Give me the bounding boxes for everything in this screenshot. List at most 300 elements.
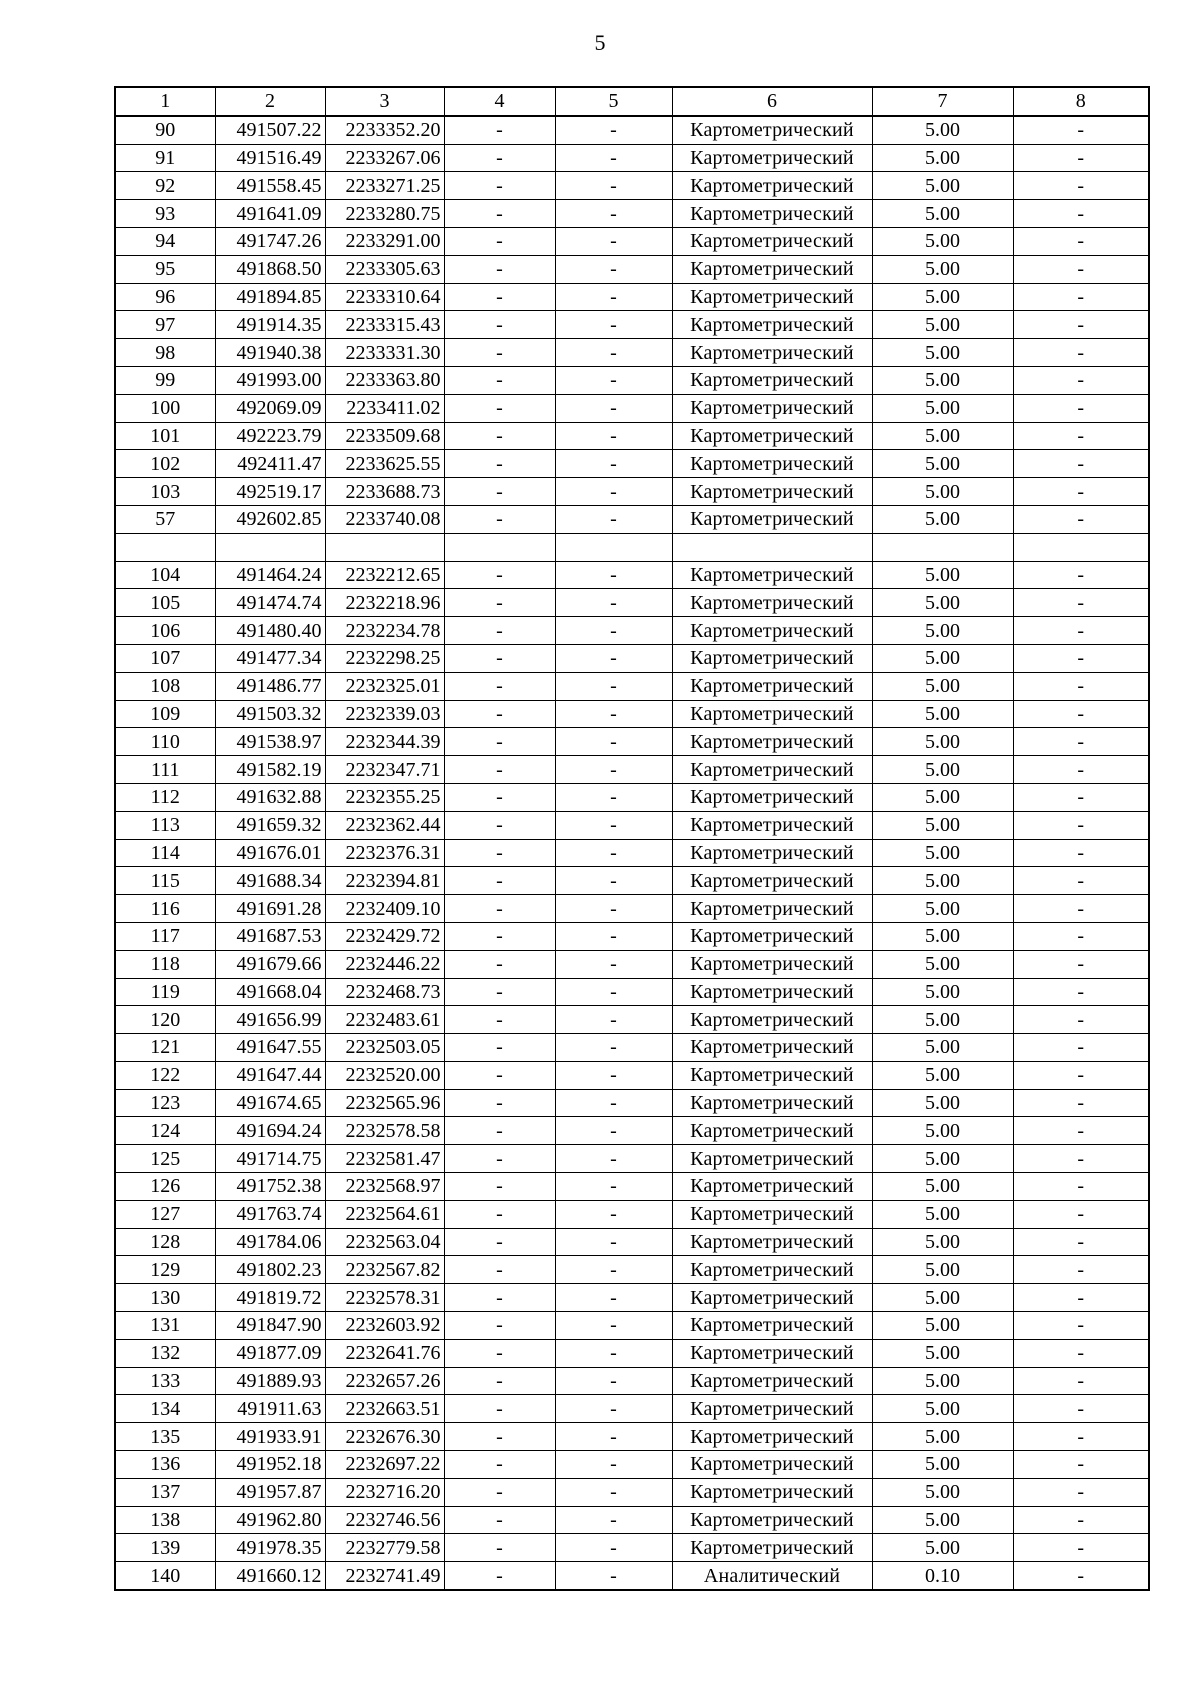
point-number-cell: 114 bbox=[115, 839, 215, 867]
col8-cell: - bbox=[1013, 1451, 1149, 1479]
method-cell: Картометрический bbox=[672, 422, 872, 450]
col4-cell: - bbox=[444, 1451, 555, 1479]
y-coordinate-cell: 2232355.25 bbox=[325, 783, 444, 811]
col4-cell: - bbox=[444, 200, 555, 228]
col4-cell: - bbox=[444, 311, 555, 339]
x-coordinate-cell: 491978.35 bbox=[215, 1534, 325, 1562]
table-row bbox=[115, 172, 1149, 200]
col4-cell: - bbox=[444, 1534, 555, 1562]
table-row bbox=[115, 505, 1149, 533]
point-number-cell: 131 bbox=[115, 1312, 215, 1340]
method-cell: Картометрический bbox=[672, 505, 872, 533]
table-row bbox=[115, 144, 1149, 172]
y-coordinate-cell: 2232676.30 bbox=[325, 1423, 444, 1451]
col5-cell: - bbox=[555, 422, 672, 450]
y-coordinate-cell: 2233267.06 bbox=[325, 144, 444, 172]
col4-cell: - bbox=[444, 839, 555, 867]
y-coordinate-cell: 2233280.75 bbox=[325, 200, 444, 228]
col5-cell: - bbox=[555, 1395, 672, 1423]
method-cell: Картометрический bbox=[672, 1478, 872, 1506]
col8-cell: - bbox=[1013, 1367, 1149, 1395]
col5-cell: - bbox=[555, 617, 672, 645]
col8-cell: - bbox=[1013, 200, 1149, 228]
x-coordinate-cell: 491894.85 bbox=[215, 283, 325, 311]
col4-cell: - bbox=[444, 116, 555, 144]
col5-cell: - bbox=[555, 839, 672, 867]
x-coordinate-cell: 491660.12 bbox=[215, 1562, 325, 1590]
col8-cell: - bbox=[1013, 1145, 1149, 1173]
accuracy-cell: 5.00 bbox=[872, 1367, 1013, 1395]
accuracy-cell: 5.00 bbox=[872, 1506, 1013, 1534]
col4-cell: - bbox=[444, 589, 555, 617]
point-number-cell: 106 bbox=[115, 617, 215, 645]
accuracy-cell: 0.10 bbox=[872, 1562, 1013, 1590]
y-coordinate-cell: 2232779.58 bbox=[325, 1534, 444, 1562]
col5-cell: - bbox=[555, 811, 672, 839]
col5-cell: - bbox=[555, 394, 672, 422]
col5-cell: - bbox=[555, 1228, 672, 1256]
x-coordinate-cell: 491877.09 bbox=[215, 1339, 325, 1367]
method-cell: Картометрический bbox=[672, 589, 872, 617]
col5-cell: - bbox=[555, 227, 672, 255]
table-row bbox=[115, 1200, 1149, 1228]
col8-cell: - bbox=[1013, 450, 1149, 478]
col5-cell: - bbox=[555, 1256, 672, 1284]
method-cell: Картометрический bbox=[672, 394, 872, 422]
table-body bbox=[115, 116, 1149, 1590]
point-number-cell: 133 bbox=[115, 1367, 215, 1395]
table-row bbox=[115, 811, 1149, 839]
accuracy-cell: 5.00 bbox=[872, 116, 1013, 144]
point-number-cell: 116 bbox=[115, 895, 215, 923]
x-coordinate-cell: 491993.00 bbox=[215, 366, 325, 394]
col8-cell bbox=[1013, 533, 1149, 561]
y-coordinate-cell: 2232578.58 bbox=[325, 1117, 444, 1145]
col8-cell: - bbox=[1013, 366, 1149, 394]
method-cell: Картометрический bbox=[672, 1200, 872, 1228]
point-number-cell: 90 bbox=[115, 116, 215, 144]
method-cell: Картометрический bbox=[672, 283, 872, 311]
x-coordinate-cell: 491747.26 bbox=[215, 227, 325, 255]
point-number-cell: 115 bbox=[115, 867, 215, 895]
y-coordinate-cell: 2232581.47 bbox=[325, 1145, 444, 1173]
column-header: 4 bbox=[444, 87, 555, 116]
accuracy-cell: 5.00 bbox=[872, 1089, 1013, 1117]
x-coordinate-cell: 491474.74 bbox=[215, 589, 325, 617]
accuracy-cell: 5.00 bbox=[872, 172, 1013, 200]
table-row bbox=[115, 200, 1149, 228]
point-number-cell: 57 bbox=[115, 505, 215, 533]
col4-cell: - bbox=[444, 922, 555, 950]
table-row bbox=[115, 533, 1149, 561]
col5-cell: - bbox=[555, 505, 672, 533]
x-coordinate-cell: 491656.99 bbox=[215, 1006, 325, 1034]
accuracy-cell: 5.00 bbox=[872, 478, 1013, 506]
x-coordinate-cell: 491940.38 bbox=[215, 339, 325, 367]
table-row bbox=[115, 255, 1149, 283]
accuracy-cell: 5.00 bbox=[872, 1006, 1013, 1034]
y-coordinate-cell: 2232603.92 bbox=[325, 1312, 444, 1340]
col5-cell: - bbox=[555, 1034, 672, 1062]
x-coordinate-cell bbox=[215, 533, 325, 561]
point-number-cell: 138 bbox=[115, 1506, 215, 1534]
x-coordinate-cell: 491889.93 bbox=[215, 1367, 325, 1395]
x-coordinate-cell: 491714.75 bbox=[215, 1145, 325, 1173]
x-coordinate-cell: 491688.34 bbox=[215, 867, 325, 895]
col4-cell: - bbox=[444, 561, 555, 589]
accuracy-cell: 5.00 bbox=[872, 1395, 1013, 1423]
col8-cell: - bbox=[1013, 1395, 1149, 1423]
column-header: 3 bbox=[325, 87, 444, 116]
table-row bbox=[115, 1562, 1149, 1590]
y-coordinate-cell: 2233352.20 bbox=[325, 116, 444, 144]
table-row bbox=[115, 422, 1149, 450]
accuracy-cell: 5.00 bbox=[872, 1034, 1013, 1062]
y-coordinate-cell: 2232234.78 bbox=[325, 617, 444, 645]
method-cell: Картометрический bbox=[672, 895, 872, 923]
col4-cell: - bbox=[444, 394, 555, 422]
x-coordinate-cell: 492411.47 bbox=[215, 450, 325, 478]
y-coordinate-cell: 2232741.49 bbox=[325, 1562, 444, 1590]
accuracy-cell: 5.00 bbox=[872, 394, 1013, 422]
method-cell: Картометрический bbox=[672, 366, 872, 394]
method-cell: Картометрический bbox=[672, 227, 872, 255]
method-cell: Картометрический bbox=[672, 478, 872, 506]
col8-cell: - bbox=[1013, 839, 1149, 867]
point-number-cell: 94 bbox=[115, 227, 215, 255]
col5-cell: - bbox=[555, 700, 672, 728]
col4-cell: - bbox=[444, 1395, 555, 1423]
accuracy-cell: 5.00 bbox=[872, 1173, 1013, 1201]
col8-cell: - bbox=[1013, 255, 1149, 283]
point-number-cell: 107 bbox=[115, 644, 215, 672]
table-row bbox=[115, 227, 1149, 255]
accuracy-cell: 5.00 bbox=[872, 672, 1013, 700]
method-cell: Картометрический bbox=[672, 1395, 872, 1423]
col5-cell: - bbox=[555, 1061, 672, 1089]
point-number-cell: 111 bbox=[115, 756, 215, 784]
col5-cell: - bbox=[555, 366, 672, 394]
y-coordinate-cell: 2232578.31 bbox=[325, 1284, 444, 1312]
y-coordinate-cell: 2232468.73 bbox=[325, 978, 444, 1006]
method-cell: Картометрический bbox=[672, 728, 872, 756]
method-cell: Аналитический bbox=[672, 1562, 872, 1590]
x-coordinate-cell: 491694.24 bbox=[215, 1117, 325, 1145]
col8-cell: - bbox=[1013, 756, 1149, 784]
col8-cell: - bbox=[1013, 116, 1149, 144]
col4-cell: - bbox=[444, 339, 555, 367]
point-number-cell: 137 bbox=[115, 1478, 215, 1506]
method-cell: Картометрический bbox=[672, 1312, 872, 1340]
col8-cell: - bbox=[1013, 617, 1149, 645]
point-number-cell: 121 bbox=[115, 1034, 215, 1062]
y-coordinate-cell: 2232344.39 bbox=[325, 728, 444, 756]
table-row bbox=[115, 311, 1149, 339]
y-coordinate-cell: 2232339.03 bbox=[325, 700, 444, 728]
y-coordinate-cell: 2232325.01 bbox=[325, 672, 444, 700]
y-coordinate-cell: 2233740.08 bbox=[325, 505, 444, 533]
method-cell: Картометрический bbox=[672, 1228, 872, 1256]
col4-cell: - bbox=[444, 728, 555, 756]
col4-cell: - bbox=[444, 978, 555, 1006]
y-coordinate-cell: 2232567.82 bbox=[325, 1256, 444, 1284]
point-number-cell: 101 bbox=[115, 422, 215, 450]
col5-cell: - bbox=[555, 672, 672, 700]
col5-cell: - bbox=[555, 1145, 672, 1173]
point-number-cell: 136 bbox=[115, 1451, 215, 1479]
col8-cell: - bbox=[1013, 978, 1149, 1006]
accuracy-cell: 5.00 bbox=[872, 867, 1013, 895]
col5-cell bbox=[555, 533, 672, 561]
col8-cell: - bbox=[1013, 1061, 1149, 1089]
table-row bbox=[115, 366, 1149, 394]
accuracy-cell: 5.00 bbox=[872, 1145, 1013, 1173]
x-coordinate-cell: 492223.79 bbox=[215, 422, 325, 450]
accuracy-cell: 5.00 bbox=[872, 950, 1013, 978]
point-number-cell: 102 bbox=[115, 450, 215, 478]
x-coordinate-cell: 491641.09 bbox=[215, 200, 325, 228]
accuracy-cell: 5.00 bbox=[872, 255, 1013, 283]
accuracy-cell: 5.00 bbox=[872, 1339, 1013, 1367]
col8-cell: - bbox=[1013, 339, 1149, 367]
col5-cell: - bbox=[555, 172, 672, 200]
x-coordinate-cell: 491558.45 bbox=[215, 172, 325, 200]
col5-cell: - bbox=[555, 1339, 672, 1367]
y-coordinate-cell: 2232641.76 bbox=[325, 1339, 444, 1367]
point-number-cell: 123 bbox=[115, 1089, 215, 1117]
col8-cell: - bbox=[1013, 1256, 1149, 1284]
y-coordinate-cell: 2232409.10 bbox=[325, 895, 444, 923]
accuracy-cell: 5.00 bbox=[872, 1478, 1013, 1506]
table-row bbox=[115, 1339, 1149, 1367]
accuracy-cell: 5.00 bbox=[872, 1117, 1013, 1145]
accuracy-cell: 5.00 bbox=[872, 1284, 1013, 1312]
x-coordinate-cell: 491668.04 bbox=[215, 978, 325, 1006]
accuracy-cell: 5.00 bbox=[872, 366, 1013, 394]
x-coordinate-cell: 491914.35 bbox=[215, 311, 325, 339]
table-row bbox=[115, 450, 1149, 478]
point-number-cell bbox=[115, 533, 215, 561]
col4-cell: - bbox=[444, 144, 555, 172]
col4-cell: - bbox=[444, 1367, 555, 1395]
col8-cell: - bbox=[1013, 811, 1149, 839]
accuracy-cell: 5.00 bbox=[872, 728, 1013, 756]
method-cell: Картометрический bbox=[672, 1034, 872, 1062]
table-row bbox=[115, 589, 1149, 617]
y-coordinate-cell: 2233625.55 bbox=[325, 450, 444, 478]
method-cell: Картометрический bbox=[672, 116, 872, 144]
point-number-cell: 122 bbox=[115, 1061, 215, 1089]
method-cell: Картометрический bbox=[672, 922, 872, 950]
col8-cell: - bbox=[1013, 144, 1149, 172]
table-row bbox=[115, 672, 1149, 700]
y-coordinate-cell: 2232347.71 bbox=[325, 756, 444, 784]
col8-cell: - bbox=[1013, 1034, 1149, 1062]
x-coordinate-cell: 491763.74 bbox=[215, 1200, 325, 1228]
col5-cell: - bbox=[555, 978, 672, 1006]
col5-cell: - bbox=[555, 1506, 672, 1534]
y-coordinate-cell: 2232520.00 bbox=[325, 1061, 444, 1089]
x-coordinate-cell: 491819.72 bbox=[215, 1284, 325, 1312]
col4-cell: - bbox=[444, 1256, 555, 1284]
col8-cell: - bbox=[1013, 478, 1149, 506]
coordinates-table bbox=[114, 86, 1150, 1591]
table-row bbox=[115, 1117, 1149, 1145]
accuracy-cell: 5.00 bbox=[872, 644, 1013, 672]
x-coordinate-cell: 491480.40 bbox=[215, 617, 325, 645]
x-coordinate-cell: 491847.90 bbox=[215, 1312, 325, 1340]
table-row bbox=[115, 1173, 1149, 1201]
y-coordinate-cell: 2232362.44 bbox=[325, 811, 444, 839]
col4-cell: - bbox=[444, 450, 555, 478]
col5-cell: - bbox=[555, 589, 672, 617]
table-row bbox=[115, 1506, 1149, 1534]
accuracy-cell: 5.00 bbox=[872, 1423, 1013, 1451]
method-cell: Картометрический bbox=[672, 672, 872, 700]
column-header: 2 bbox=[215, 87, 325, 116]
table-row bbox=[115, 950, 1149, 978]
col4-cell: - bbox=[444, 811, 555, 839]
method-cell: Картометрический bbox=[672, 700, 872, 728]
method-cell: Картометрический bbox=[672, 339, 872, 367]
x-coordinate-cell: 491802.23 bbox=[215, 1256, 325, 1284]
col8-cell: - bbox=[1013, 1339, 1149, 1367]
table-row bbox=[115, 895, 1149, 923]
point-number-cell: 100 bbox=[115, 394, 215, 422]
col4-cell: - bbox=[444, 1339, 555, 1367]
point-number-cell: 126 bbox=[115, 1173, 215, 1201]
x-coordinate-cell: 491507.22 bbox=[215, 116, 325, 144]
column-header: 8 bbox=[1013, 87, 1149, 116]
accuracy-cell: 5.00 bbox=[872, 839, 1013, 867]
point-number-cell: 140 bbox=[115, 1562, 215, 1590]
accuracy-cell: 5.00 bbox=[872, 283, 1013, 311]
point-number-cell: 130 bbox=[115, 1284, 215, 1312]
table-row bbox=[115, 116, 1149, 144]
x-coordinate-cell: 491659.32 bbox=[215, 811, 325, 839]
col5-cell: - bbox=[555, 922, 672, 950]
table-row bbox=[115, 339, 1149, 367]
accuracy-cell: 5.00 bbox=[872, 227, 1013, 255]
col4-cell: - bbox=[444, 1117, 555, 1145]
y-coordinate-cell: 2232298.25 bbox=[325, 644, 444, 672]
col8-cell: - bbox=[1013, 589, 1149, 617]
accuracy-cell: 5.00 bbox=[872, 200, 1013, 228]
x-coordinate-cell: 491676.01 bbox=[215, 839, 325, 867]
col4-cell: - bbox=[444, 1145, 555, 1173]
point-number-cell: 139 bbox=[115, 1534, 215, 1562]
col8-cell: - bbox=[1013, 895, 1149, 923]
point-number-cell: 105 bbox=[115, 589, 215, 617]
col5-cell: - bbox=[555, 756, 672, 784]
method-cell: Картометрический bbox=[672, 1506, 872, 1534]
col8-cell: - bbox=[1013, 1423, 1149, 1451]
y-coordinate-cell: 2232564.61 bbox=[325, 1200, 444, 1228]
y-coordinate-cell: 2232394.81 bbox=[325, 867, 444, 895]
point-number-cell: 92 bbox=[115, 172, 215, 200]
method-cell: Картометрический bbox=[672, 644, 872, 672]
page-number: 5 bbox=[594, 30, 606, 55]
x-coordinate-cell: 491933.91 bbox=[215, 1423, 325, 1451]
y-coordinate-cell: 2232212.65 bbox=[325, 561, 444, 589]
point-number-cell: 134 bbox=[115, 1395, 215, 1423]
x-coordinate-cell: 491868.50 bbox=[215, 255, 325, 283]
accuracy-cell: 5.00 bbox=[872, 144, 1013, 172]
method-cell: Картометрический bbox=[672, 1339, 872, 1367]
col5-cell: - bbox=[555, 200, 672, 228]
col8-cell: - bbox=[1013, 422, 1149, 450]
col8-cell: - bbox=[1013, 1089, 1149, 1117]
table-row bbox=[115, 978, 1149, 1006]
x-coordinate-cell: 491687.53 bbox=[215, 922, 325, 950]
y-coordinate-cell: 2233509.68 bbox=[325, 422, 444, 450]
accuracy-cell bbox=[872, 533, 1013, 561]
y-coordinate-cell: 2232483.61 bbox=[325, 1006, 444, 1034]
method-cell: Картометрический bbox=[672, 1006, 872, 1034]
col8-cell: - bbox=[1013, 700, 1149, 728]
col8-cell: - bbox=[1013, 644, 1149, 672]
col4-cell: - bbox=[444, 1173, 555, 1201]
method-cell: Картометрический bbox=[672, 1256, 872, 1284]
method-cell: Картометрический bbox=[672, 1061, 872, 1089]
x-coordinate-cell: 491957.87 bbox=[215, 1478, 325, 1506]
method-cell: Картометрический bbox=[672, 144, 872, 172]
table-row bbox=[115, 783, 1149, 811]
method-cell: Картометрический bbox=[672, 867, 872, 895]
method-cell: Картометрический bbox=[672, 950, 872, 978]
col8-cell: - bbox=[1013, 783, 1149, 811]
accuracy-cell: 5.00 bbox=[872, 422, 1013, 450]
point-number-cell: 112 bbox=[115, 783, 215, 811]
method-cell: Картометрический bbox=[672, 617, 872, 645]
col5-cell: - bbox=[555, 1367, 672, 1395]
method-cell: Картометрический bbox=[672, 1451, 872, 1479]
point-number-cell: 95 bbox=[115, 255, 215, 283]
col4-cell: - bbox=[444, 1200, 555, 1228]
col5-cell: - bbox=[555, 1423, 672, 1451]
x-coordinate-cell: 491503.32 bbox=[215, 700, 325, 728]
table-row bbox=[115, 756, 1149, 784]
accuracy-cell: 5.00 bbox=[872, 1061, 1013, 1089]
x-coordinate-cell: 491679.66 bbox=[215, 950, 325, 978]
y-coordinate-cell: 2232568.97 bbox=[325, 1173, 444, 1201]
column-header: 6 bbox=[672, 87, 872, 116]
accuracy-cell: 5.00 bbox=[872, 1200, 1013, 1228]
col4-cell bbox=[444, 533, 555, 561]
col5-cell: - bbox=[555, 1089, 672, 1117]
col5-cell: - bbox=[555, 1451, 672, 1479]
col5-cell: - bbox=[555, 311, 672, 339]
method-cell: Картометрический bbox=[672, 1117, 872, 1145]
table-header-row bbox=[115, 87, 1149, 116]
col4-cell: - bbox=[444, 1423, 555, 1451]
col4-cell: - bbox=[444, 700, 555, 728]
table-row bbox=[115, 283, 1149, 311]
point-number-cell: 99 bbox=[115, 366, 215, 394]
table-row bbox=[115, 1034, 1149, 1062]
col4-cell: - bbox=[444, 1284, 555, 1312]
col8-cell: - bbox=[1013, 1534, 1149, 1562]
x-coordinate-cell: 492602.85 bbox=[215, 505, 325, 533]
table-row bbox=[115, 1145, 1149, 1173]
col5-cell: - bbox=[555, 1312, 672, 1340]
table-row bbox=[115, 394, 1149, 422]
method-cell: Картометрический bbox=[672, 811, 872, 839]
y-coordinate-cell: 2232716.20 bbox=[325, 1478, 444, 1506]
col4-cell: - bbox=[444, 1034, 555, 1062]
y-coordinate-cell: 2233411.02 bbox=[325, 394, 444, 422]
table-row bbox=[115, 1451, 1149, 1479]
